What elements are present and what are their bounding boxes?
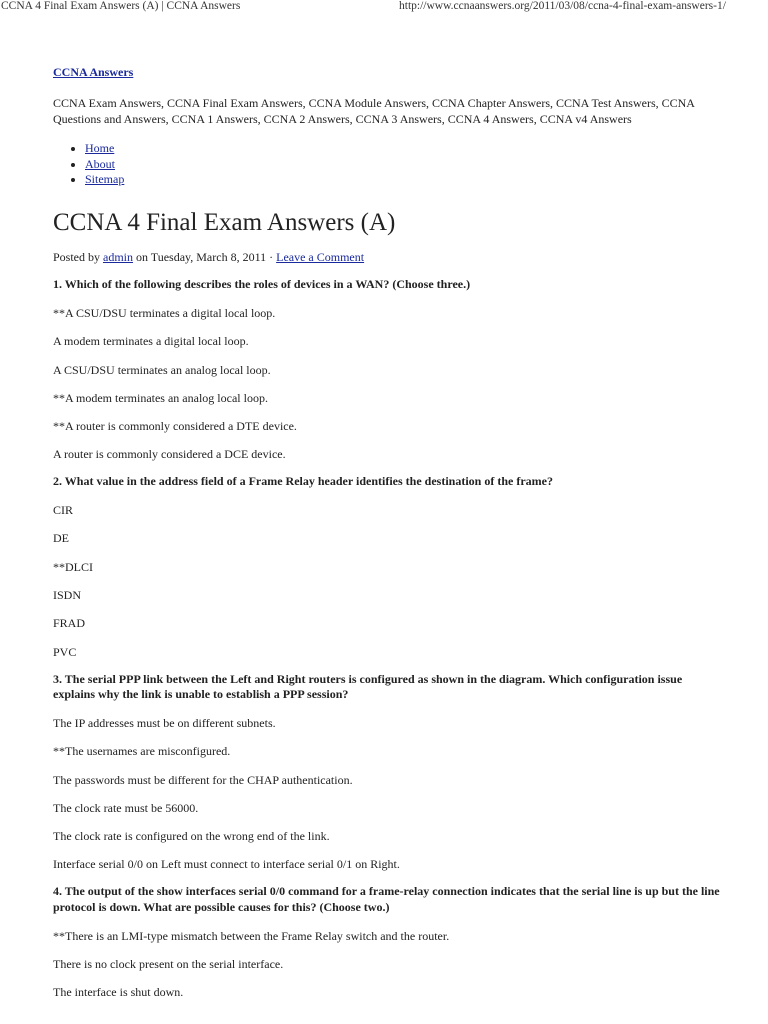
answer-option: The interface is shut down. xyxy=(53,985,184,1000)
leave-comment-link[interactable]: Leave a Comment xyxy=(276,250,365,265)
question-block xyxy=(53,474,723,659)
answer-option: CIR xyxy=(53,503,74,518)
question-text: 4. The output of the show interfaces serial 0/0 command for a frame-relay connection indicates that the serial line is up but the line protocol is down. What are possible causes for this? (Choose two.) xyxy=(53,884,720,914)
nav-item-about xyxy=(85,157,723,173)
question-text: 3. The serial PPP link between the Left and Right routers is configured as shown in the diagram. Which configuration issue explains why the link is unable to establish a PPP session? xyxy=(53,671,683,702)
main-nav xyxy=(53,141,723,188)
answer-option: **A modem terminates an analog local loop. xyxy=(53,390,268,405)
answer-option: A CSU/DSU terminates an analog local loop. xyxy=(53,362,271,377)
answer-option: A modem terminates a digital local loop. xyxy=(53,334,249,349)
byline-prefix: Posted by xyxy=(53,250,104,265)
answer-option: A router is commonly considered a DCE device. xyxy=(53,447,286,462)
print-page-url: http://www.ccnaanswers.org/2011/03/08/ccna-4-final-exam-answers-1/ xyxy=(399,0,726,12)
answer-option: There is no clock present on the serial interface. xyxy=(53,957,284,972)
question-block xyxy=(53,672,723,873)
site-title-link[interactable]: CCNA Answers xyxy=(53,65,134,79)
answer-option: The clock rate must be 56000. xyxy=(53,800,199,815)
answer-option: ISDN xyxy=(53,588,82,603)
post-title: CCNA 4 Final Exam Answers (A) xyxy=(53,209,396,237)
nav-link-home[interactable]: Home xyxy=(85,141,115,155)
answer-option: **A CSU/DSU terminates a digital local loop. xyxy=(53,305,276,320)
answer-option: Interface serial 0/0 on Left must connect to interface serial 0/1 on Right. xyxy=(53,857,400,872)
byline-date: on Tuesday, March 8, 2011 · xyxy=(133,250,277,265)
question-text: 2. What value in the address field of a Frame Relay header identifies the destination of the frame? xyxy=(53,474,553,489)
answer-option: **The usernames are misconfigured. xyxy=(53,744,231,759)
answer-option: The clock rate is configured on the wrong end of the link. xyxy=(53,829,330,844)
nav-link-sitemap[interactable]: Sitemap xyxy=(85,172,125,187)
print-header xyxy=(0,0,768,14)
post-byline xyxy=(53,250,723,265)
author-link[interactable]: admin xyxy=(103,250,134,265)
answer-option: **DLCI xyxy=(53,559,93,574)
answer-option: The passwords must be different for the CHAP authentication. xyxy=(53,772,353,787)
page-content xyxy=(53,64,723,1000)
site-title xyxy=(53,64,723,80)
question-text: 1. Which of the following describes the roles of devices in a WAN? (Choose three.) xyxy=(53,277,471,292)
answer-option: The IP addresses must be on different subnets. xyxy=(53,715,276,730)
nav-item-home xyxy=(85,141,723,157)
question-block xyxy=(53,277,723,462)
nav-item-sitemap xyxy=(85,172,723,188)
answer-option: **There is an LMI-type mismatch between the Frame Relay switch and the router. xyxy=(53,928,450,943)
nav-link-about[interactable]: About xyxy=(85,156,115,171)
site-tagline: CCNA Exam Answers, CCNA Final Exam Answers, CCNA Module Answers, CCNA Chapter Answers, CCNA Test Answers, CCNA Questions and Answers, CCNA 1 Answers, CCNA 2 Answers, CCNA 3 Answers, CCNA 4 Answers, CCNA v4 Answers xyxy=(53,96,695,126)
print-page-title: CCNA 4 Final Exam Answers (A) | CCNA Answers xyxy=(1,0,241,12)
answer-option: FRAD xyxy=(53,616,86,631)
question-block xyxy=(53,884,723,1000)
answer-option: DE xyxy=(53,531,69,546)
answer-option: PVC xyxy=(53,644,77,659)
answer-option: **A router is commonly considered a DTE device. xyxy=(53,419,297,434)
